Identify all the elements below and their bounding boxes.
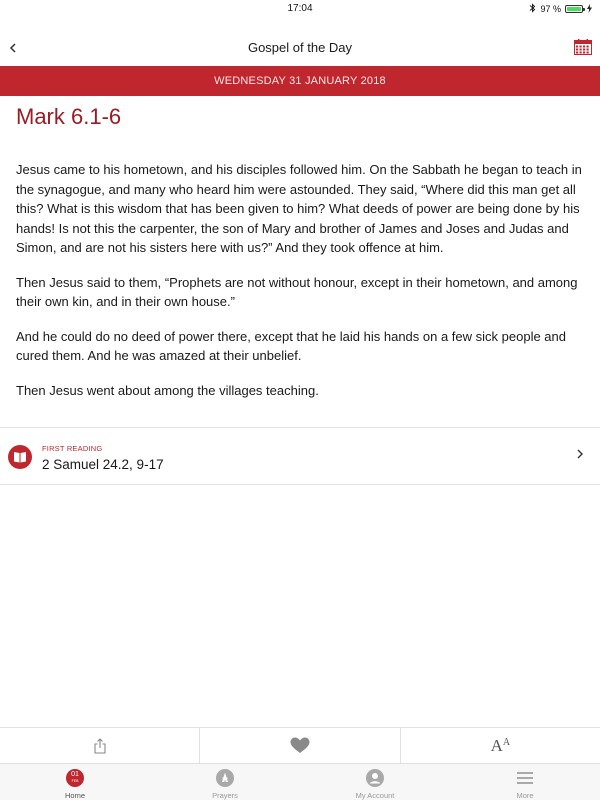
gospel-reference: Mark 6.1-6	[16, 104, 122, 129]
chevron-right-icon	[576, 448, 584, 463]
gospel-paragraph: Jesus came to his hometown, and his disciples followed him. On the Sabbath he began to teach in the synagogue, and many who heard him were astounded. They said, “Where did this man get all this? What is this wisdom that has been given to him? What deeds of power are being done by his hands! Is not this the carpenter, the son of Mary and brother of James and Joses and Judas and Simon, and are not his sisters here with us?” And they took offence at him.	[16, 162, 582, 255]
page-title: Gospel of the Day	[247, 40, 353, 55]
gospel-paragraph: Then Jesus went about among the villages teaching.	[16, 382, 319, 398]
calendar-button[interactable]	[574, 39, 592, 55]
calendar-icon	[574, 39, 592, 55]
tab-label: Home	[64, 791, 85, 800]
tab-home[interactable]	[0, 764, 150, 800]
tab-more[interactable]	[450, 764, 600, 800]
menu-icon	[516, 769, 534, 787]
font-size-icon	[491, 736, 511, 756]
first-reading-reference: 2 Samuel 24.2, 9-17	[42, 457, 164, 472]
tab-bar	[0, 763, 600, 800]
first-reading-label: FIRST READING	[42, 444, 103, 453]
nav-bar	[0, 30, 600, 66]
share-icon	[93, 738, 107, 754]
share-button[interactable]	[0, 728, 200, 763]
battery-percent: 97 %	[540, 4, 561, 14]
font-size-button[interactable]	[401, 728, 600, 763]
account-icon	[366, 769, 384, 787]
gospel-paragraph: And he could do no deed of power there, except that he laid his hands on a few sick people and cured them. And he was amazed at their unbelief.	[16, 328, 566, 363]
home-badge-month: FEB	[71, 779, 79, 783]
battery-icon	[565, 5, 583, 13]
status-right	[529, 3, 592, 15]
status-bar	[0, 0, 600, 18]
tab-prayers[interactable]	[150, 764, 300, 800]
bluetooth-icon	[529, 3, 536, 15]
charging-icon	[587, 4, 592, 15]
tab-label: Prayers	[212, 791, 238, 800]
home-badge-day: 01	[71, 771, 79, 778]
tab-label: My Account	[355, 791, 395, 800]
gospel-paragraph: Then Jesus said to them, “Prophets are not without honour, except in their hometown, and among their own kin, and in their own house.”	[16, 274, 578, 309]
font-size-small-letter: A	[502, 736, 511, 748]
first-reading-row[interactable]	[0, 427, 600, 485]
status-time: 17:04	[287, 3, 313, 14]
prayer-icon	[216, 769, 234, 787]
favorite-button[interactable]	[200, 728, 400, 763]
gospel-text	[16, 160, 584, 415]
calendar-badge-icon	[66, 769, 84, 787]
tab-my-account[interactable]	[300, 764, 450, 800]
font-size-big-letter: A	[490, 735, 503, 755]
action-bar	[0, 727, 600, 763]
book-icon	[8, 445, 32, 469]
tab-label: More	[516, 791, 534, 800]
date-banner: WEDNESDAY 31 JANUARY 2018	[0, 66, 600, 96]
heart-icon	[290, 737, 310, 754]
